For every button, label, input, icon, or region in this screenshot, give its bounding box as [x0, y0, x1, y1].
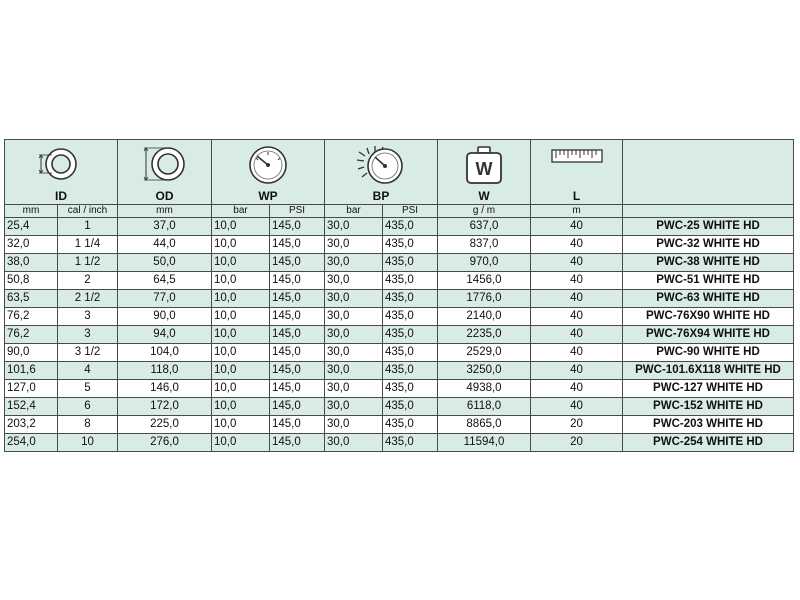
cell-length: 20: [531, 416, 623, 434]
unit-weight: g / m: [438, 205, 531, 218]
table-row: [5, 416, 794, 434]
cell-bp-psi: 435,0: [383, 272, 438, 290]
cell-weight: 1456,0: [438, 272, 531, 290]
cell-product-code: PWC-152 WHITE HD: [623, 398, 794, 416]
cell-id-mm: 63,5: [5, 290, 58, 308]
cell-bp-psi: 435,0: [383, 308, 438, 326]
weight-icon-glyph: W: [475, 159, 493, 179]
w-header-cell: [438, 140, 531, 205]
cell-id-inch: 2 1/2: [58, 290, 118, 308]
cell-weight: 837,0: [438, 236, 531, 254]
cell-wp-bar: 10,0: [212, 326, 270, 344]
cell-bp-psi: 435,0: [383, 434, 438, 452]
cell-weight: 3250,0: [438, 362, 531, 380]
cell-weight: 2529,0: [438, 344, 531, 362]
cell-product-code: PWC-76X94 WHITE HD: [623, 326, 794, 344]
cell-bp-psi: 435,0: [383, 254, 438, 272]
cell-weight: 11594,0: [438, 434, 531, 452]
cell-id-mm: 76,2: [5, 326, 58, 344]
cell-od-mm: 50,0: [118, 254, 212, 272]
cell-wp-bar: 10,0: [212, 308, 270, 326]
table-row: [5, 434, 794, 452]
cell-wp-psi: 145,0: [270, 380, 325, 398]
cell-od-mm: 276,0: [118, 434, 212, 452]
cell-id-mm: 101,6: [5, 362, 58, 380]
cell-id-inch: 4: [58, 362, 118, 380]
cell-weight: 2140,0: [438, 308, 531, 326]
cell-length: 40: [531, 236, 623, 254]
cell-product-code: PWC-203 WHITE HD: [623, 416, 794, 434]
table-row: [5, 290, 794, 308]
cell-wp-bar: 10,0: [212, 272, 270, 290]
cell-product-code: PWC-127 WHITE HD: [623, 380, 794, 398]
cell-id-inch: 3 1/2: [58, 344, 118, 362]
cell-wp-psi: 145,0: [270, 236, 325, 254]
unit-wp-bar: bar: [212, 205, 270, 218]
cell-wp-bar: 10,0: [212, 362, 270, 380]
cell-weight: 4938,0: [438, 380, 531, 398]
cell-bp-bar: 30,0: [325, 254, 383, 272]
cell-wp-bar: 10,0: [212, 416, 270, 434]
table-row: [5, 380, 794, 398]
cell-length: 40: [531, 362, 623, 380]
cell-length: 20: [531, 434, 623, 452]
cell-wp-psi: 145,0: [270, 362, 325, 380]
od-header-label: OD: [155, 189, 174, 203]
weight-icon: [462, 144, 506, 186]
cell-id-inch: 8: [58, 416, 118, 434]
cell-od-mm: 104,0: [118, 344, 212, 362]
cell-id-inch: 6: [58, 398, 118, 416]
wp-header-label: WP: [258, 189, 278, 203]
outer-diameter-icon: [138, 144, 192, 184]
cell-id-mm: 127,0: [5, 380, 58, 398]
cell-bp-bar: 30,0: [325, 362, 383, 380]
id-header-cell: [5, 140, 118, 205]
table-row: [5, 326, 794, 344]
cell-od-mm: 118,0: [118, 362, 212, 380]
cell-bp-bar: 30,0: [325, 236, 383, 254]
unit-code: [623, 205, 794, 218]
cell-od-mm: 44,0: [118, 236, 212, 254]
cell-wp-psi: 145,0: [270, 344, 325, 362]
table-row: [5, 236, 794, 254]
cell-bp-bar: 30,0: [325, 398, 383, 416]
cell-bp-psi: 435,0: [383, 398, 438, 416]
cell-wp-bar: 10,0: [212, 434, 270, 452]
cell-bp-psi: 435,0: [383, 380, 438, 398]
cell-id-mm: 254,0: [5, 434, 58, 452]
cell-length: 40: [531, 344, 623, 362]
cell-id-mm: 38,0: [5, 254, 58, 272]
cell-wp-bar: 10,0: [212, 380, 270, 398]
unit-bp-psi: PSI: [383, 205, 438, 218]
table-row: [5, 254, 794, 272]
cell-wp-psi: 145,0: [270, 398, 325, 416]
cell-product-code: PWC-101.6X118 WHITE HD: [623, 362, 794, 380]
cell-bp-bar: 30,0: [325, 290, 383, 308]
cell-length: 40: [531, 398, 623, 416]
hose-spec-table: [4, 139, 794, 452]
unit-bp-bar: bar: [325, 205, 383, 218]
cell-weight: 8865,0: [438, 416, 531, 434]
unit-id-mm: mm: [5, 205, 58, 218]
table-row: [5, 398, 794, 416]
cell-id-inch: 3: [58, 308, 118, 326]
cell-product-code: PWC-63 WHITE HD: [623, 290, 794, 308]
cell-length: 40: [531, 254, 623, 272]
cell-bp-psi: 435,0: [383, 236, 438, 254]
cell-length: 40: [531, 218, 623, 236]
wp-header-cell: [212, 140, 325, 205]
cell-od-mm: 172,0: [118, 398, 212, 416]
cell-wp-psi: 145,0: [270, 218, 325, 236]
cell-od-mm: 146,0: [118, 380, 212, 398]
cell-weight: 637,0: [438, 218, 531, 236]
pressure-gauge-icon: [244, 144, 292, 186]
cell-wp-psi: 145,0: [270, 272, 325, 290]
unit-length: m: [531, 205, 623, 218]
cell-weight: 6118,0: [438, 398, 531, 416]
cell-bp-psi: 435,0: [383, 290, 438, 308]
unit-id-inch: cal / inch: [58, 205, 118, 218]
cell-product-code: PWC-51 WHITE HD: [623, 272, 794, 290]
cell-product-code: PWC-90 WHITE HD: [623, 344, 794, 362]
cell-bp-psi: 435,0: [383, 218, 438, 236]
cell-weight: 970,0: [438, 254, 531, 272]
l-header-cell: [531, 140, 623, 205]
cell-wp-psi: 145,0: [270, 308, 325, 326]
cell-wp-psi: 145,0: [270, 416, 325, 434]
cell-length: 40: [531, 308, 623, 326]
cell-od-mm: 37,0: [118, 218, 212, 236]
inner-diameter-icon: [37, 144, 85, 184]
cell-id-inch: 1: [58, 218, 118, 236]
unit-od-mm: mm: [118, 205, 212, 218]
id-header-label: ID: [55, 189, 67, 203]
code-header-cell: [623, 140, 794, 205]
cell-bp-bar: 30,0: [325, 416, 383, 434]
cell-id-inch: 5: [58, 380, 118, 398]
table-row: [5, 344, 794, 362]
cell-product-code: PWC-32 WHITE HD: [623, 236, 794, 254]
l-header-label: L: [572, 189, 581, 203]
cell-weight: 1776,0: [438, 290, 531, 308]
table-row: [5, 272, 794, 290]
ruler-icon: [550, 144, 604, 168]
table-row: [5, 218, 794, 236]
od-header-cell: [118, 140, 212, 205]
cell-product-code: PWC-254 WHITE HD: [623, 434, 794, 452]
cell-id-mm: 152,4: [5, 398, 58, 416]
cell-bp-psi: 435,0: [383, 362, 438, 380]
icon-header-row: [5, 140, 794, 205]
cell-wp-bar: 10,0: [212, 344, 270, 362]
cell-wp-bar: 10,0: [212, 398, 270, 416]
cell-id-inch: 3: [58, 326, 118, 344]
cell-bp-bar: 30,0: [325, 308, 383, 326]
cell-od-mm: 77,0: [118, 290, 212, 308]
cell-length: 40: [531, 326, 623, 344]
cell-wp-bar: 10,0: [212, 236, 270, 254]
w-header-label: W: [478, 189, 490, 203]
cell-bp-bar: 30,0: [325, 218, 383, 236]
unit-row: [5, 205, 794, 218]
cell-bp-bar: 30,0: [325, 326, 383, 344]
cell-id-inch: 10: [58, 434, 118, 452]
cell-weight: 2235,0: [438, 326, 531, 344]
cell-id-inch: 1 1/2: [58, 254, 118, 272]
cell-od-mm: 90,0: [118, 308, 212, 326]
burst-gauge-icon: [353, 144, 409, 186]
cell-id-inch: 2: [58, 272, 118, 290]
unit-wp-psi: PSI: [270, 205, 325, 218]
table-row: [5, 362, 794, 380]
cell-id-mm: 32,0: [5, 236, 58, 254]
cell-length: 40: [531, 290, 623, 308]
cell-id-mm: 203,2: [5, 416, 58, 434]
cell-wp-psi: 145,0: [270, 326, 325, 344]
cell-bp-bar: 30,0: [325, 434, 383, 452]
cell-id-inch: 1 1/4: [58, 236, 118, 254]
cell-bp-bar: 30,0: [325, 344, 383, 362]
cell-wp-psi: 145,0: [270, 254, 325, 272]
cell-od-mm: 94,0: [118, 326, 212, 344]
cell-wp-bar: 10,0: [212, 254, 270, 272]
cell-wp-psi: 145,0: [270, 290, 325, 308]
cell-product-code: PWC-25 WHITE HD: [623, 218, 794, 236]
cell-od-mm: 225,0: [118, 416, 212, 434]
cell-product-code: PWC-76X90 WHITE HD: [623, 308, 794, 326]
cell-wp-bar: 10,0: [212, 290, 270, 308]
cell-bp-psi: 435,0: [383, 416, 438, 434]
bp-header-cell: [325, 140, 438, 205]
cell-bp-bar: 30,0: [325, 380, 383, 398]
cell-bp-psi: 435,0: [383, 326, 438, 344]
table-row: [5, 308, 794, 326]
cell-id-mm: 25,4: [5, 218, 58, 236]
bp-header-label: BP: [372, 189, 390, 203]
cell-bp-bar: 30,0: [325, 272, 383, 290]
cell-wp-bar: 10,0: [212, 218, 270, 236]
cell-length: 40: [531, 380, 623, 398]
cell-product-code: PWC-38 WHITE HD: [623, 254, 794, 272]
cell-bp-psi: 435,0: [383, 344, 438, 362]
cell-id-mm: 90,0: [5, 344, 58, 362]
cell-length: 40: [531, 272, 623, 290]
cell-od-mm: 64,5: [118, 272, 212, 290]
cell-id-mm: 76,2: [5, 308, 58, 326]
cell-id-mm: 50,8: [5, 272, 58, 290]
cell-wp-psi: 145,0: [270, 434, 325, 452]
